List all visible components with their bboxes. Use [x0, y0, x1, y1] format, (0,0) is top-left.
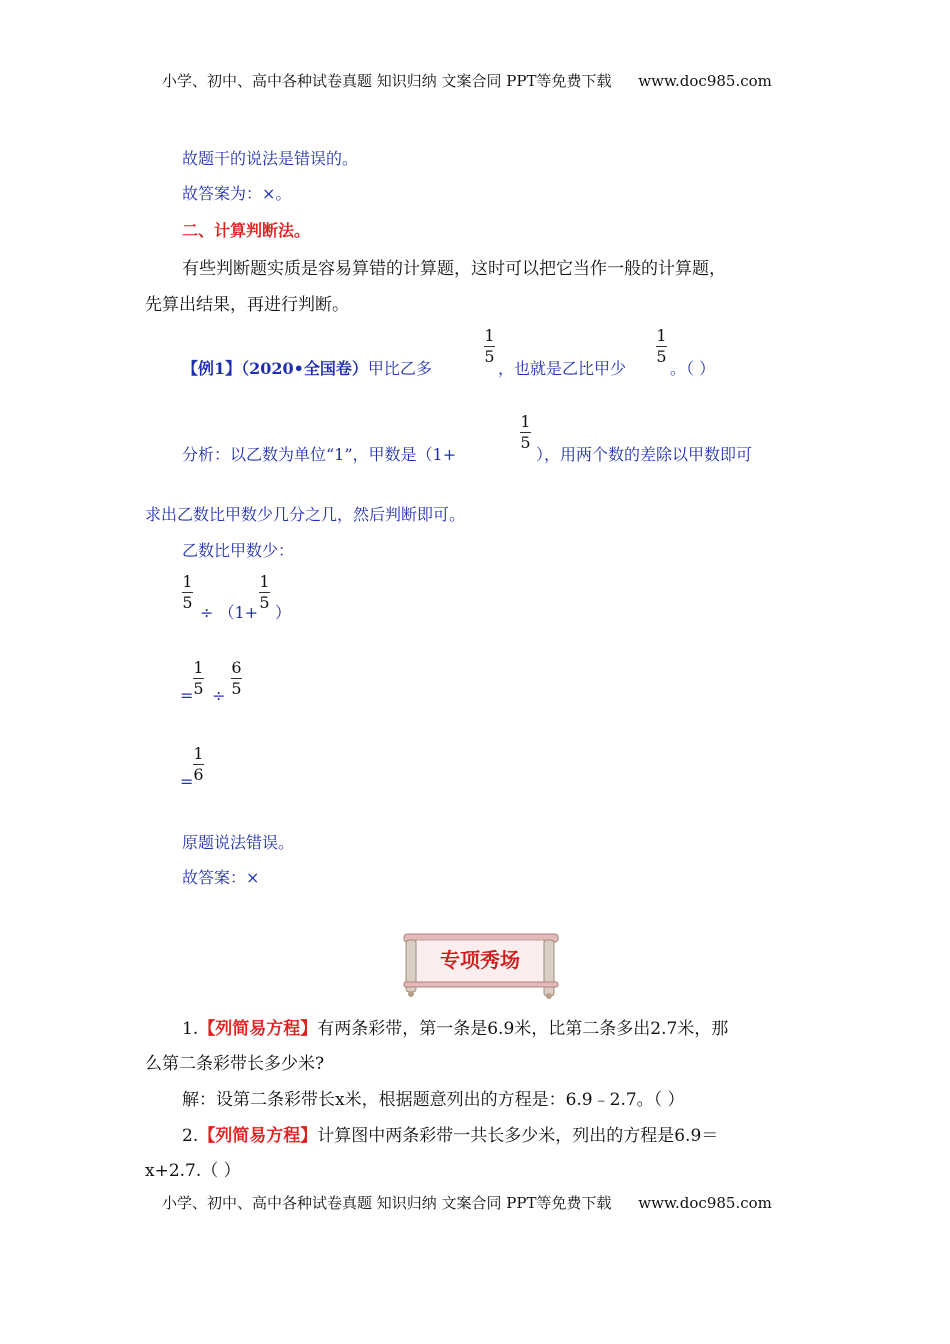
fraction-one-fifth	[193, 658, 204, 699]
equals-sign: =	[180, 772, 194, 791]
numerator: 1	[193, 658, 204, 677]
denominator: 5	[656, 347, 667, 366]
header-url: www.doc985.com	[638, 72, 772, 90]
numerator: 6	[231, 658, 242, 677]
section-title: 二、计算判断法。	[182, 221, 311, 240]
calc-line1-op: ÷ （1+	[200, 603, 259, 622]
numerator: 1	[484, 326, 495, 345]
paragraph-line-2: 先算出结果，再进行判断。	[145, 295, 349, 315]
conclusion-line: 故题干的说法是错误的。	[182, 149, 359, 168]
fraction-one-fifth	[656, 326, 667, 367]
page-footer	[162, 1192, 772, 1213]
numerator: 1	[520, 412, 531, 431]
section-banner	[398, 930, 564, 1000]
denominator: 5	[231, 679, 242, 698]
header-text: 小学、初中、高中各种试卷真题 知识归纳 文案合同 PPT等免费下载	[162, 72, 612, 90]
final-answer: 故答案：×	[182, 868, 260, 887]
exercise-2-line-b: x+2.7.（ ）	[145, 1161, 241, 1181]
footer-url: www.doc985.com	[638, 1194, 772, 1212]
exercise-2-line-a	[182, 1121, 718, 1146]
calc-line1-end: ）	[275, 603, 292, 622]
answer-line: 故答案为：×。	[182, 184, 292, 203]
analysis-line-c: 求出乙数比甲数少几分之几，然后判断即可。	[145, 505, 466, 524]
calc-intro: 乙数比甲数少：	[182, 541, 295, 560]
divide-sign: ÷	[212, 686, 226, 705]
fraction-one-fifth	[259, 572, 270, 613]
example-text-c: 。（ ）	[670, 359, 716, 378]
numerator: 1	[182, 572, 193, 591]
exercise-1-line-a	[182, 1014, 728, 1039]
analysis-line-b: ），用两个数的差除以甲数即可	[536, 445, 753, 464]
exercise-1-tag: 【列简易方程】	[198, 1019, 318, 1039]
example-tag: 【例1】	[182, 359, 242, 378]
example-text-b: ，也就是乙比甲少	[498, 359, 627, 378]
footer-text: 小学、初中、高中各种试卷真题 知识归纳 文案合同 PPT等免费下载	[162, 1194, 612, 1212]
exercise-1-text-a: 有两条彩带，第一条是6.9米，比第二条多出2.7米，那	[317, 1019, 729, 1039]
denominator: 5	[193, 679, 204, 698]
example-text-a: 甲比乙多	[367, 359, 432, 378]
exercise-1-number: 1.	[182, 1019, 199, 1039]
fraction-one-fifth	[182, 572, 193, 613]
fraction-one-fifth	[520, 412, 531, 453]
analysis-line-a: 分析：以乙数为单位“1”，甲数是（1+	[182, 445, 457, 464]
example-source: （2020•全国卷）	[241, 359, 368, 378]
numerator: 1	[656, 326, 667, 345]
denominator: 6	[193, 765, 204, 784]
equals-sign: =	[180, 686, 194, 705]
exercise-1-line-b: 么第二条彩带长多少米?	[145, 1054, 325, 1074]
denominator: 5	[182, 593, 193, 612]
numerator: 1	[193, 744, 204, 763]
exercise-2-tag: 【列简易方程】	[198, 1126, 318, 1146]
denominator: 5	[259, 593, 270, 612]
fraction-six-fifths	[231, 658, 242, 699]
example-line	[182, 356, 432, 379]
denominator: 5	[520, 433, 531, 452]
exercise-2-text-a: 计算图中两条彩带一共长多少米，列出的方程是6.9＝	[317, 1126, 719, 1146]
numerator: 1	[259, 572, 270, 591]
conclusion-text: 原题说法错误。	[182, 833, 295, 852]
page-header	[162, 70, 772, 91]
fraction-one-sixth	[193, 744, 204, 785]
banner-title: 专项秀场	[440, 948, 520, 972]
paragraph-line-1: 有些判断题实质是容易算错的计算题，这时可以把它当作一般的计算题，	[182, 259, 726, 279]
exercise-2-number: 2.	[182, 1126, 199, 1146]
exercise-1-solution: 解：设第二条彩带长x米，根据题意列出的方程是：6.9﹣2.7。（ ）	[182, 1090, 685, 1110]
denominator: 5	[484, 347, 495, 366]
fraction-one-fifth	[484, 326, 495, 367]
